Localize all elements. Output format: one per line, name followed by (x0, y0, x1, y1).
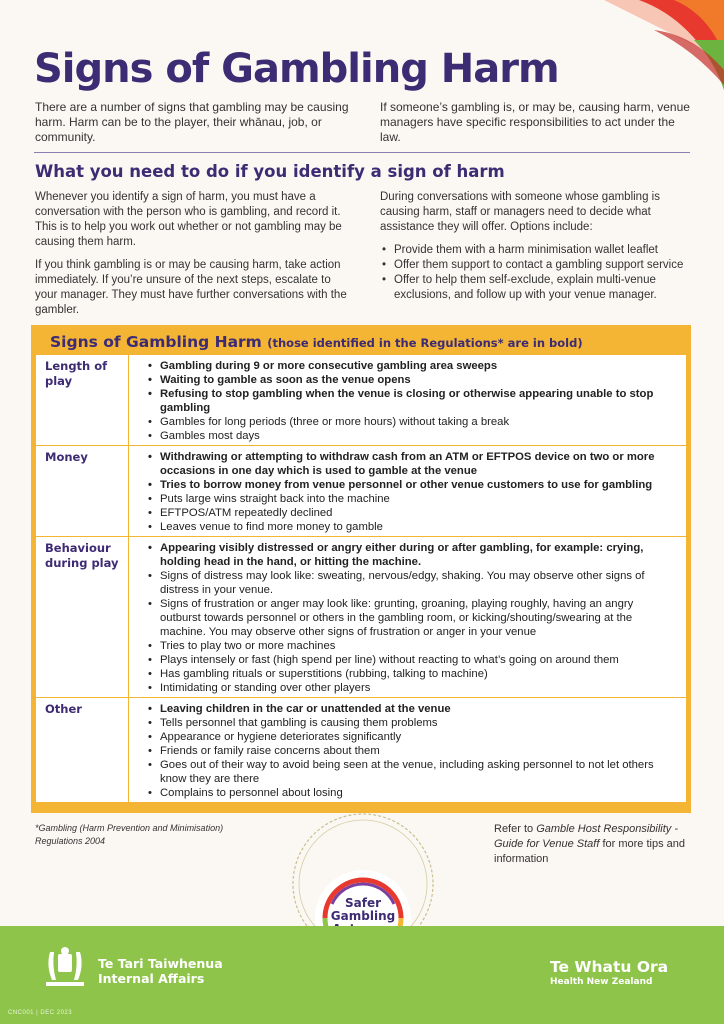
sign-category-label: Other (36, 698, 129, 802)
signs-box (31, 325, 691, 813)
coat-of-arms-icon (40, 946, 90, 988)
signs-table (36, 355, 686, 802)
sign-item: • Refusing to stop gambling when the venue is closing or otherwise appearing unable to stop gambling (147, 387, 676, 415)
sign-item: • Tells personnel that gambling is causing them problems (147, 716, 676, 730)
sign-item: • Appearance or hygiene deteriorates significantly (147, 730, 676, 744)
sign-item: • Gambling during 9 or more consecutive gambling area sweeps (147, 359, 676, 373)
internal-affairs-name (98, 956, 223, 986)
divider (34, 152, 690, 153)
box-subtitle: (those identified in the Regulations* are in bold) (267, 336, 583, 350)
sign-item: • Gambles for long periods (three or more hours) without taking a break (147, 415, 676, 429)
sign-row (36, 355, 686, 445)
sign-item: • Signs of distress may look like: sweating, nervous/edgy, shaking. You may observe other signs of distress in your venue. (147, 569, 676, 597)
dia-line-2: Internal Affairs (98, 971, 205, 986)
sign-item: • Has gambling rituals or superstitions (rubbing, talking to machine) (147, 667, 676, 681)
sign-item: • Withdrawing or attempting to withdraw cash from an ATM or EFTPOS device on two or more occasions in one day which is used to gamble at the venue (147, 450, 676, 478)
logo-line-2: Gambling (330, 909, 396, 923)
sign-item: • Appearing visibly distressed or angry either during or after gambling, for example: crying, holding head in the hand, or hitting the machine. (147, 541, 676, 569)
dia-line-1: Te Tari Taiwhenua (98, 956, 223, 971)
intro-left: There are a number of signs that gambling may be causing harm. Harm can be to the player, their whānau, job, or community. (35, 100, 349, 144)
health-nz-name (550, 958, 668, 988)
left-paragraph: If you think gambling is or may be causing harm, take action immediately. If you’re unsure of the next steps, escalate to your manager. They must have further conversations with the gambler. (35, 259, 347, 316)
intro-right: If someone’s gambling is, or may be, causing harm, venue managers have specific responsibilities to act under the law. (380, 100, 690, 144)
refer-note (494, 822, 694, 867)
sign-row (36, 697, 686, 802)
sign-row (36, 445, 686, 536)
options-list (380, 243, 690, 303)
left-paragraph: Whenever you identify a sign of harm, you must have a conversation with the person who is gambling, and record it. This is to help you work out whether or not gambling may be causing them harm. (35, 191, 342, 248)
sign-item: • Friends or family raise concerns about them (147, 744, 676, 758)
footnote: *Gambling (Harm Prevention and Minimisation) Regulations 2004 (35, 823, 224, 846)
sign-row (36, 536, 686, 697)
option-item: • Offer to help them self-exclude, explain multi-venue exclusions, and follow up with your venue manager. (380, 273, 690, 303)
document-code: CNC001 | DEC 2023 (8, 1010, 73, 1016)
logo-line-1: Safer (344, 896, 382, 910)
sign-list (129, 698, 686, 802)
sign-item: • Complains to personnel about losing (147, 786, 676, 800)
sign-item: • Tries to play two or more machines (147, 639, 676, 653)
sign-item: • Tries to borrow money from venue personnel or other venue customers to use for gambling (147, 478, 676, 492)
whatu-line-2: Health New Zealand (550, 977, 653, 987)
sign-item: • Puts large wins straight back into the machine (147, 492, 676, 506)
box-title: Signs of Gambling Harm (50, 333, 262, 351)
option-item: • Provide them with a harm minimisation wallet leaflet (380, 243, 690, 258)
sign-list (129, 355, 686, 445)
sign-list (129, 537, 686, 697)
box-heading (36, 329, 686, 355)
sign-category-label: Behaviour during play (36, 537, 129, 697)
left-column (35, 190, 353, 326)
page-title: Signs of Gambling Harm (34, 46, 559, 92)
option-item: • Offer them support to contact a gambling support service (380, 258, 690, 273)
guide-title: Gamble Host Responsibility - Guide for Venue Staff (494, 823, 679, 850)
footer (0, 926, 724, 1024)
options-intro: During conversations with someone whose gambling is causing harm, staff or managers need to decide what assistance they will offer. Options include: (380, 191, 660, 233)
sign-item: • Goes out of their way to avoid being seen at the venue, including asking personnel to not let others know they are there (147, 758, 676, 786)
sign-item: • Leaving children in the car or unattended at the venue (147, 702, 676, 716)
sign-category-label: Money (36, 446, 129, 536)
section-heading: What you need to do if you identify a sign of harm (35, 162, 505, 181)
sign-category-label: Length of play (36, 355, 129, 445)
sign-item: • Signs of frustration or anger may look like: grunting, groaning, playing roughly, having an angry outburst towards personnel or others in the gambling room, or kicking/shouting/swearing at the machine. You may observe other signs of frustration or anger in your venue (147, 597, 676, 639)
refer-pre: Refer to (494, 823, 537, 835)
right-column (380, 190, 690, 303)
corner-decoration (544, 0, 724, 90)
sign-item: • Leaves venue to find more money to gamble (147, 520, 676, 534)
refer-post: for more tips and information (494, 838, 685, 865)
sign-item: • Plays intensely or fast (high spend per line) without reacting to what’s going on around them (147, 653, 676, 667)
sign-item: • Waiting to gamble as soon as the venue opens (147, 373, 676, 387)
sign-item: • Gambles most days (147, 429, 676, 443)
sign-item: • Intimidating or standing over other players (147, 681, 676, 695)
sign-item: • EFTPOS/ATM repeatedly declined (147, 506, 676, 520)
whatu-line-1: Te Whatu Ora (550, 958, 669, 976)
sign-list (129, 446, 686, 536)
